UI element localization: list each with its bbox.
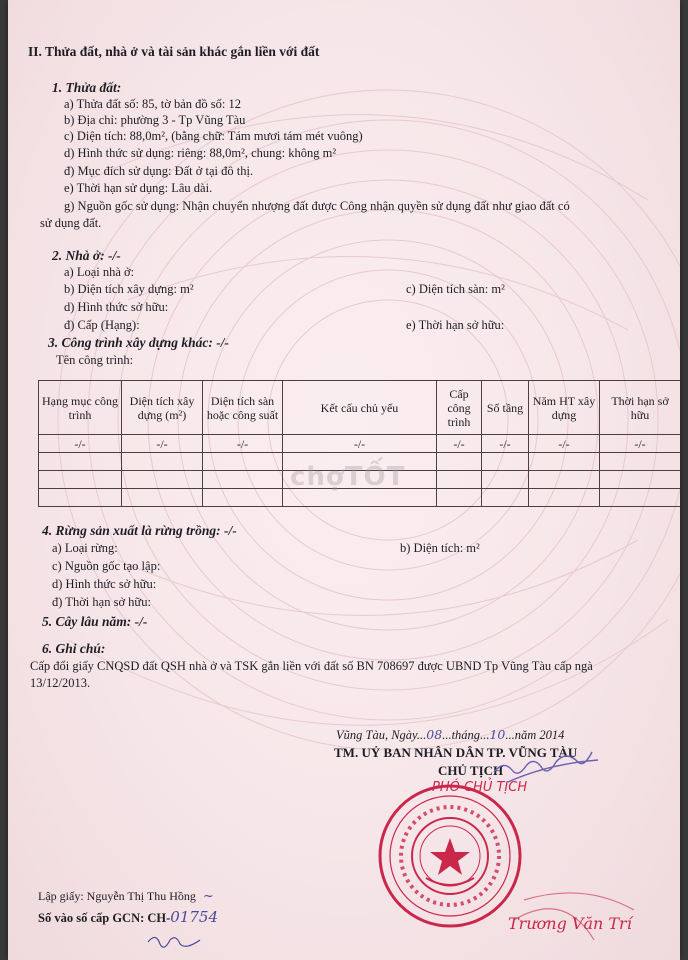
note-line-1: Cấp đổi giấy CNQSD đất QSH nhà ở và TSK gắn liền với đất số BN 708697 được UBND Tp Vũng Tàu cấp ngà xyxy=(30,659,593,673)
land-origin-continued: sử dụng đất. xyxy=(40,216,102,230)
signing-role: CHỦ TỊCH xyxy=(438,763,504,778)
land-usage-term: e) Thời hạn sử dụng: Lâu dài. xyxy=(64,181,213,195)
prepared-by xyxy=(38,889,214,904)
land-area: c) Diện tích: 88,0m², (bằng chữ: Tám mươi tám mét vuông) xyxy=(64,129,363,143)
house-building-area: b) Diện tích xây dựng: m² xyxy=(64,282,194,296)
house-floor-area: c) Diện tích sàn: m² xyxy=(406,282,505,296)
land-origin: g) Nguồn gốc sử dụng: Nhận chuyển nhượng đất được Công nhận quyền sử dụng đất như giao đất có xyxy=(64,199,570,213)
land-title: 1. Thửa đất: xyxy=(52,80,122,95)
table-cell: -/- xyxy=(529,435,600,453)
table-cell: -/- xyxy=(283,435,437,453)
table-row xyxy=(39,435,681,453)
prepared-by-label: Lập giấy: xyxy=(38,889,84,903)
house-ownership-term: e) Thời hạn sở hữu: xyxy=(406,318,505,332)
perennial-title: 5. Cây lâu năm: -/- xyxy=(42,614,148,629)
signer-name: Trương Văn Trí xyxy=(508,914,632,933)
header-ownership-term: Thời hạn sở hữu xyxy=(600,381,681,435)
initials-icon: ~ xyxy=(202,889,214,904)
house-ownership-form: d) Hình thức sở hữu: xyxy=(64,300,169,314)
note-line-2: 13/12/2013. xyxy=(30,676,91,690)
land-address: b) Địa chỉ: phường 3 - Tp Vũng Tàu xyxy=(64,113,246,127)
table-cell: -/- xyxy=(122,435,203,453)
prepared-by-name: Nguyễn Thị Thu Hồng xyxy=(86,889,196,903)
section-heading: II. Thửa đất, nhà ở và tài sản khác gắn liền với đất xyxy=(28,44,320,59)
book-number-value: 01754 xyxy=(170,908,219,926)
table-cell: -/- xyxy=(203,435,283,453)
land-usage-purpose: đ) Mục đích sử dụng: Đất ở tại đô thị. xyxy=(64,164,254,178)
table-cell: -/- xyxy=(39,435,122,453)
note-title: 6. Ghi chú: xyxy=(42,641,106,656)
date-month: 10 xyxy=(489,727,506,742)
header-category: Hạng mục công trình xyxy=(39,381,122,435)
header-year-built: Năm HT xây dựng xyxy=(529,381,600,435)
header-building-area: Diện tích xây dựng (m²) xyxy=(122,381,203,435)
date-day: 08 xyxy=(426,727,443,742)
forest-area: b) Diện tích: m² xyxy=(400,541,480,555)
construction-name-label: Tên công trình: xyxy=(56,353,134,367)
forest-ownership-form: d) Hình thức sở hữu: xyxy=(52,577,157,591)
house-title: 2. Nhà ở: -/- xyxy=(52,248,121,263)
land-parcel-number: a) Thửa đất số: 85, tờ bản đồ số: 12 xyxy=(64,97,242,111)
house-grade: đ) Cấp (Hạng): xyxy=(64,318,140,332)
house-type: a) Loại nhà ở: xyxy=(64,265,135,279)
table-cell: -/- xyxy=(482,435,529,453)
table-cell: -/- xyxy=(600,435,681,453)
forest-type: a) Loại rừng: xyxy=(52,541,118,555)
forest-ownership-term: đ) Thời hạn sở hữu: xyxy=(52,595,151,609)
forest-title: 4. Rừng sản xuất là rừng trồng: -/- xyxy=(42,523,237,538)
header-floor-area: Diện tích sàn hoặc công suất xyxy=(203,381,283,435)
book-number xyxy=(38,910,218,926)
header-floors: Số tầng xyxy=(482,381,529,435)
signing-organization: TM. UỶ BAN NHÂN DÂN TP. VŨNG TÀU xyxy=(334,745,578,760)
vice-chair-stamp-text: PHÓ CHỦ TỊCH xyxy=(432,780,528,795)
initials-scribble-icon xyxy=(144,930,204,952)
certificate-page xyxy=(8,0,680,960)
table-cell: -/- xyxy=(437,435,482,453)
watermark: chợTỐT xyxy=(290,462,406,492)
land-usage-form: d) Hình thức sử dụng: riêng: 88,0m², chung: không m² xyxy=(64,146,337,160)
construction-title: 3. Công trình xây dựng khác: -/- xyxy=(48,335,229,350)
header-grade: Cấp công trình xyxy=(437,381,482,435)
signature-date: Vũng Tàu, Ngày...08...tháng...10...năm 2014 xyxy=(336,727,565,742)
book-number-label: Số vào số cấp GCN: CH- xyxy=(38,911,171,925)
forest-origin: c) Nguồn gốc tạo lập: xyxy=(52,559,161,573)
table-header-row xyxy=(39,381,681,435)
header-structure: Kết cấu chủ yếu xyxy=(283,381,437,435)
